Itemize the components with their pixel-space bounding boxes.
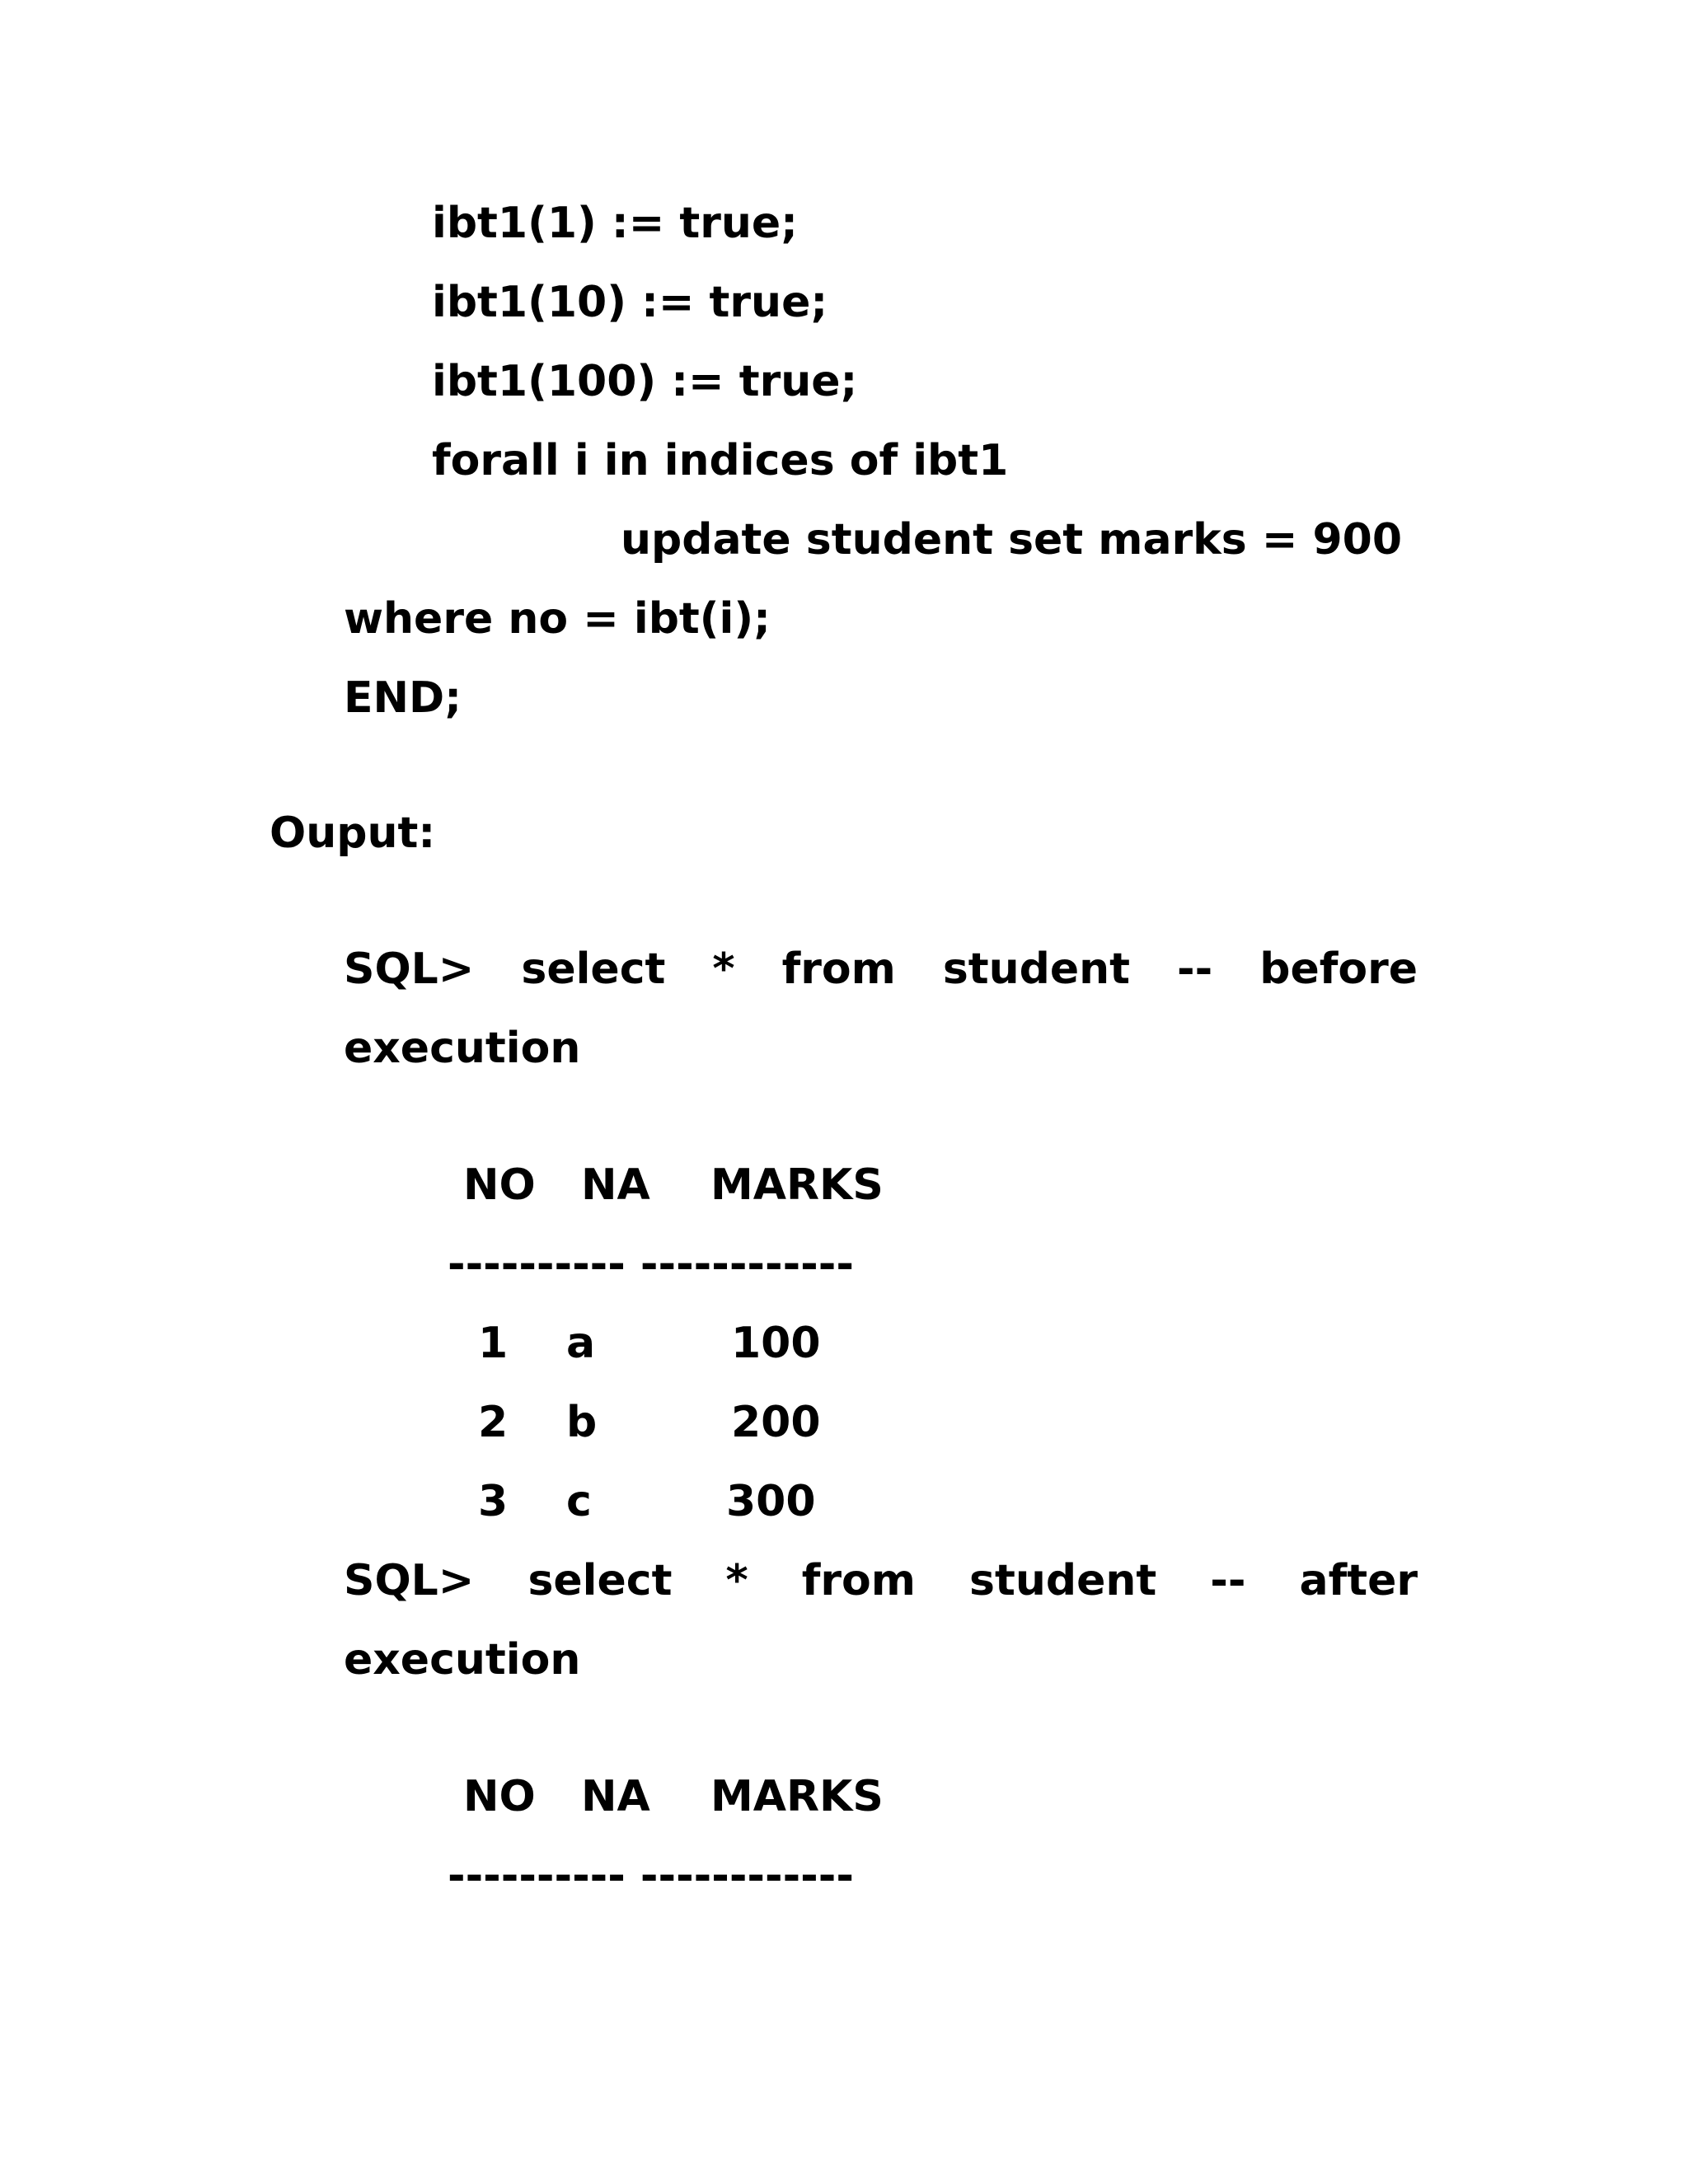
code-line: ibt1(1) := true; bbox=[432, 199, 798, 248]
sql-keyword: select bbox=[521, 944, 666, 994]
table-header-na: NA bbox=[581, 1160, 650, 1210]
table-cell-marks: 100 bbox=[731, 1319, 821, 1368]
sql-keyword: select bbox=[528, 1556, 673, 1605]
table-header-no: NO bbox=[463, 1160, 536, 1210]
sql-prompt: SQL> bbox=[344, 1556, 475, 1605]
table-cell-na: b bbox=[566, 1398, 598, 1447]
table-cell-marks: 300 bbox=[726, 1477, 816, 1526]
query-before-line bbox=[344, 944, 1418, 994]
table-header-marks: MARKS bbox=[710, 1160, 884, 1210]
code-line: where no = ibt(i); bbox=[344, 594, 771, 644]
sql-star: * bbox=[712, 944, 735, 994]
code-line: ibt1(10) := true; bbox=[432, 278, 828, 327]
table-header-na: NA bbox=[581, 1772, 650, 1821]
table-cell-na: c bbox=[566, 1477, 592, 1526]
table-separator: ---------- ------------ bbox=[448, 1851, 854, 1900]
code-line: ibt1(100) := true; bbox=[432, 357, 858, 406]
table-header-no: NO bbox=[463, 1772, 536, 1821]
query-before-continuation: execution bbox=[344, 1024, 581, 1073]
table-cell-no: 3 bbox=[478, 1477, 509, 1526]
table-cell-no: 2 bbox=[478, 1398, 509, 1447]
query-after-line bbox=[344, 1556, 1418, 1605]
sql-keyword: from bbox=[801, 1556, 916, 1605]
code-line: update student set marks = 900 bbox=[621, 515, 1403, 565]
sql-table-name: student bbox=[942, 944, 1131, 994]
sql-prompt: SQL> bbox=[344, 944, 475, 994]
sql-comment-word: after bbox=[1299, 1556, 1418, 1605]
sql-comment-dashes: -- bbox=[1210, 1556, 1246, 1605]
table-cell-marks: 200 bbox=[731, 1398, 821, 1447]
sql-comment-dashes: -- bbox=[1177, 944, 1213, 994]
sql-keyword: from bbox=[781, 944, 896, 994]
query-after-continuation: execution bbox=[344, 1635, 581, 1685]
table-cell-no: 1 bbox=[478, 1319, 509, 1368]
output-heading: Ouput: bbox=[270, 808, 436, 858]
sql-star: * bbox=[725, 1556, 748, 1605]
table-cell-na: a bbox=[566, 1319, 596, 1368]
table-header-marks: MARKS bbox=[710, 1772, 884, 1821]
sql-comment-word: before bbox=[1259, 944, 1418, 994]
code-line: forall i in indices of ibt1 bbox=[432, 436, 1009, 485]
sql-table-name: student bbox=[969, 1556, 1157, 1605]
table-separator: ---------- ------------ bbox=[448, 1240, 854, 1289]
code-line: END; bbox=[344, 673, 462, 723]
